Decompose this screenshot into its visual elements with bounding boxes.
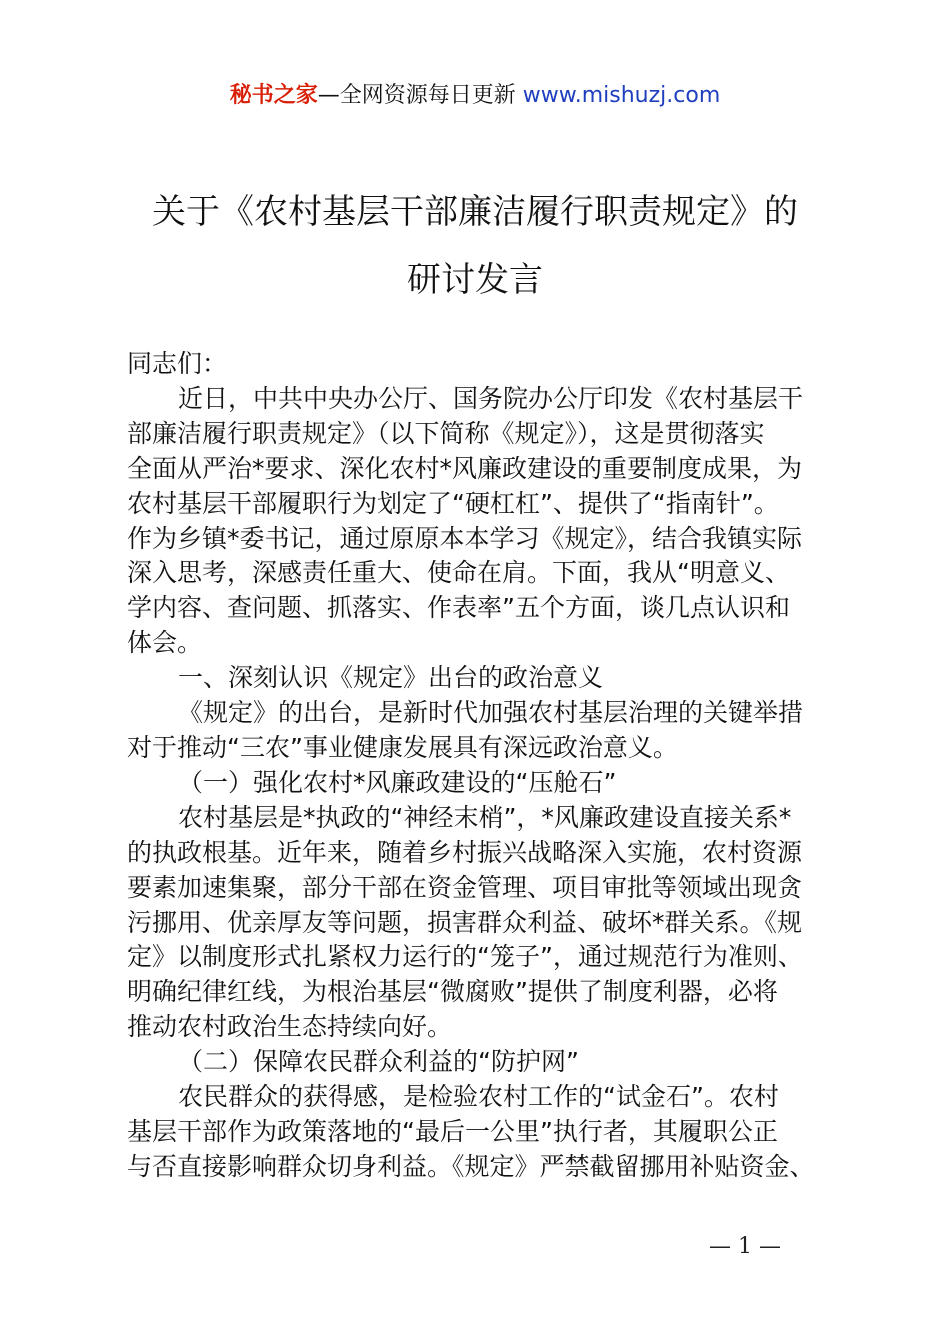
text-line: 全面从严治*要求、深化农村*风廉政建设的重要制度成果，为 <box>127 453 803 483</box>
text-line: 对于推动“三农”事业健康发展具有深远政治意义。 <box>127 732 678 762</box>
text-line: 的执政根基。近年来，随着乡村振兴战略深入实施，农村资源 <box>127 837 803 867</box>
text-line: 作为乡镇*委书记，通过原原本本学习《规定》，结合我镇实际 <box>127 523 803 553</box>
paragraph-intro <box>127 382 847 661</box>
text-line: 农民群众的获得感，是检验农村工作的“试金石”。农村 <box>178 1082 779 1112</box>
document-title-line-2: 研讨发言 <box>407 260 543 300</box>
text-line: 污挪用、优亲厚友等问题，损害群众利益、破坏*群关系。《规 <box>127 907 803 937</box>
text-line: 定》以制度形式扎紧权力运行的“笼子”，通过规范行为准则、 <box>127 942 803 972</box>
paragraph-protection <box>127 1080 847 1185</box>
text-line: 农村基层干部履职行为划定了“硬杠杠”、提供了“指南针”。 <box>127 488 779 518</box>
site-url-link[interactable]: www.mishuzj.com <box>522 83 721 108</box>
text-line: 基层干部作为政策落地的“最后一公里”执行者，其履职公正 <box>127 1116 778 1146</box>
text-line: 《规定》的出台，是新时代加强农村基层治理的关键举措 <box>178 698 804 728</box>
text-line: 推动农村政治生态持续向好。 <box>127 1012 453 1042</box>
text-line: 与否直接影响群众切身利益。《规定》严禁截留挪用补贴资金、 <box>127 1151 815 1181</box>
subsection-heading-2: （二）保障农民群众利益的“防护网” <box>178 1047 579 1077</box>
site-brand: 秘书之家 <box>229 83 318 108</box>
salutation: 同志们： <box>127 349 228 378</box>
paragraph-integrity <box>127 801 847 1045</box>
text-line: 部廉洁履行职责规定》（以下简称《规定》），这是贯彻落实 <box>127 418 765 448</box>
text-line: 农村基层是*执政的“神经末梢”，*风廉政建设直接关系* <box>178 802 792 832</box>
paragraph-significance <box>127 696 847 766</box>
site-slogan: —全网资源每日更新 <box>317 83 523 108</box>
document-body <box>127 347 847 1185</box>
text-line: 深入思考，深感责任重大、使命在肩。下面，我从“明意义、 <box>127 558 790 588</box>
text-line: 体会。 <box>127 628 203 658</box>
text-line: 要素加速集聚，部分干部在资金管理、项目审批等领域出现贪 <box>127 872 803 902</box>
text-line: 学内容、查问题、抓落实、作表率”五个方面，谈几点认识和 <box>127 593 790 623</box>
subsection-heading-1: （一）强化农村*风廉政建设的“压舱石” <box>178 767 617 797</box>
text-line: 近日，中共中央办公厅、国务院办公厅印发《农村基层干 <box>178 383 804 413</box>
site-banner <box>0 80 950 112</box>
section-heading-1: 一、深刻认识《规定》出台的政治意义 <box>178 663 604 693</box>
text-line: 明确纪律红线，为根治基层“微腐败”提供了制度利器，必将 <box>127 977 778 1007</box>
page-number: — 1 — <box>709 1234 781 1259</box>
document-title-line-1: 关于《农村基层干部廉洁履行职责规定》的 <box>152 192 798 232</box>
